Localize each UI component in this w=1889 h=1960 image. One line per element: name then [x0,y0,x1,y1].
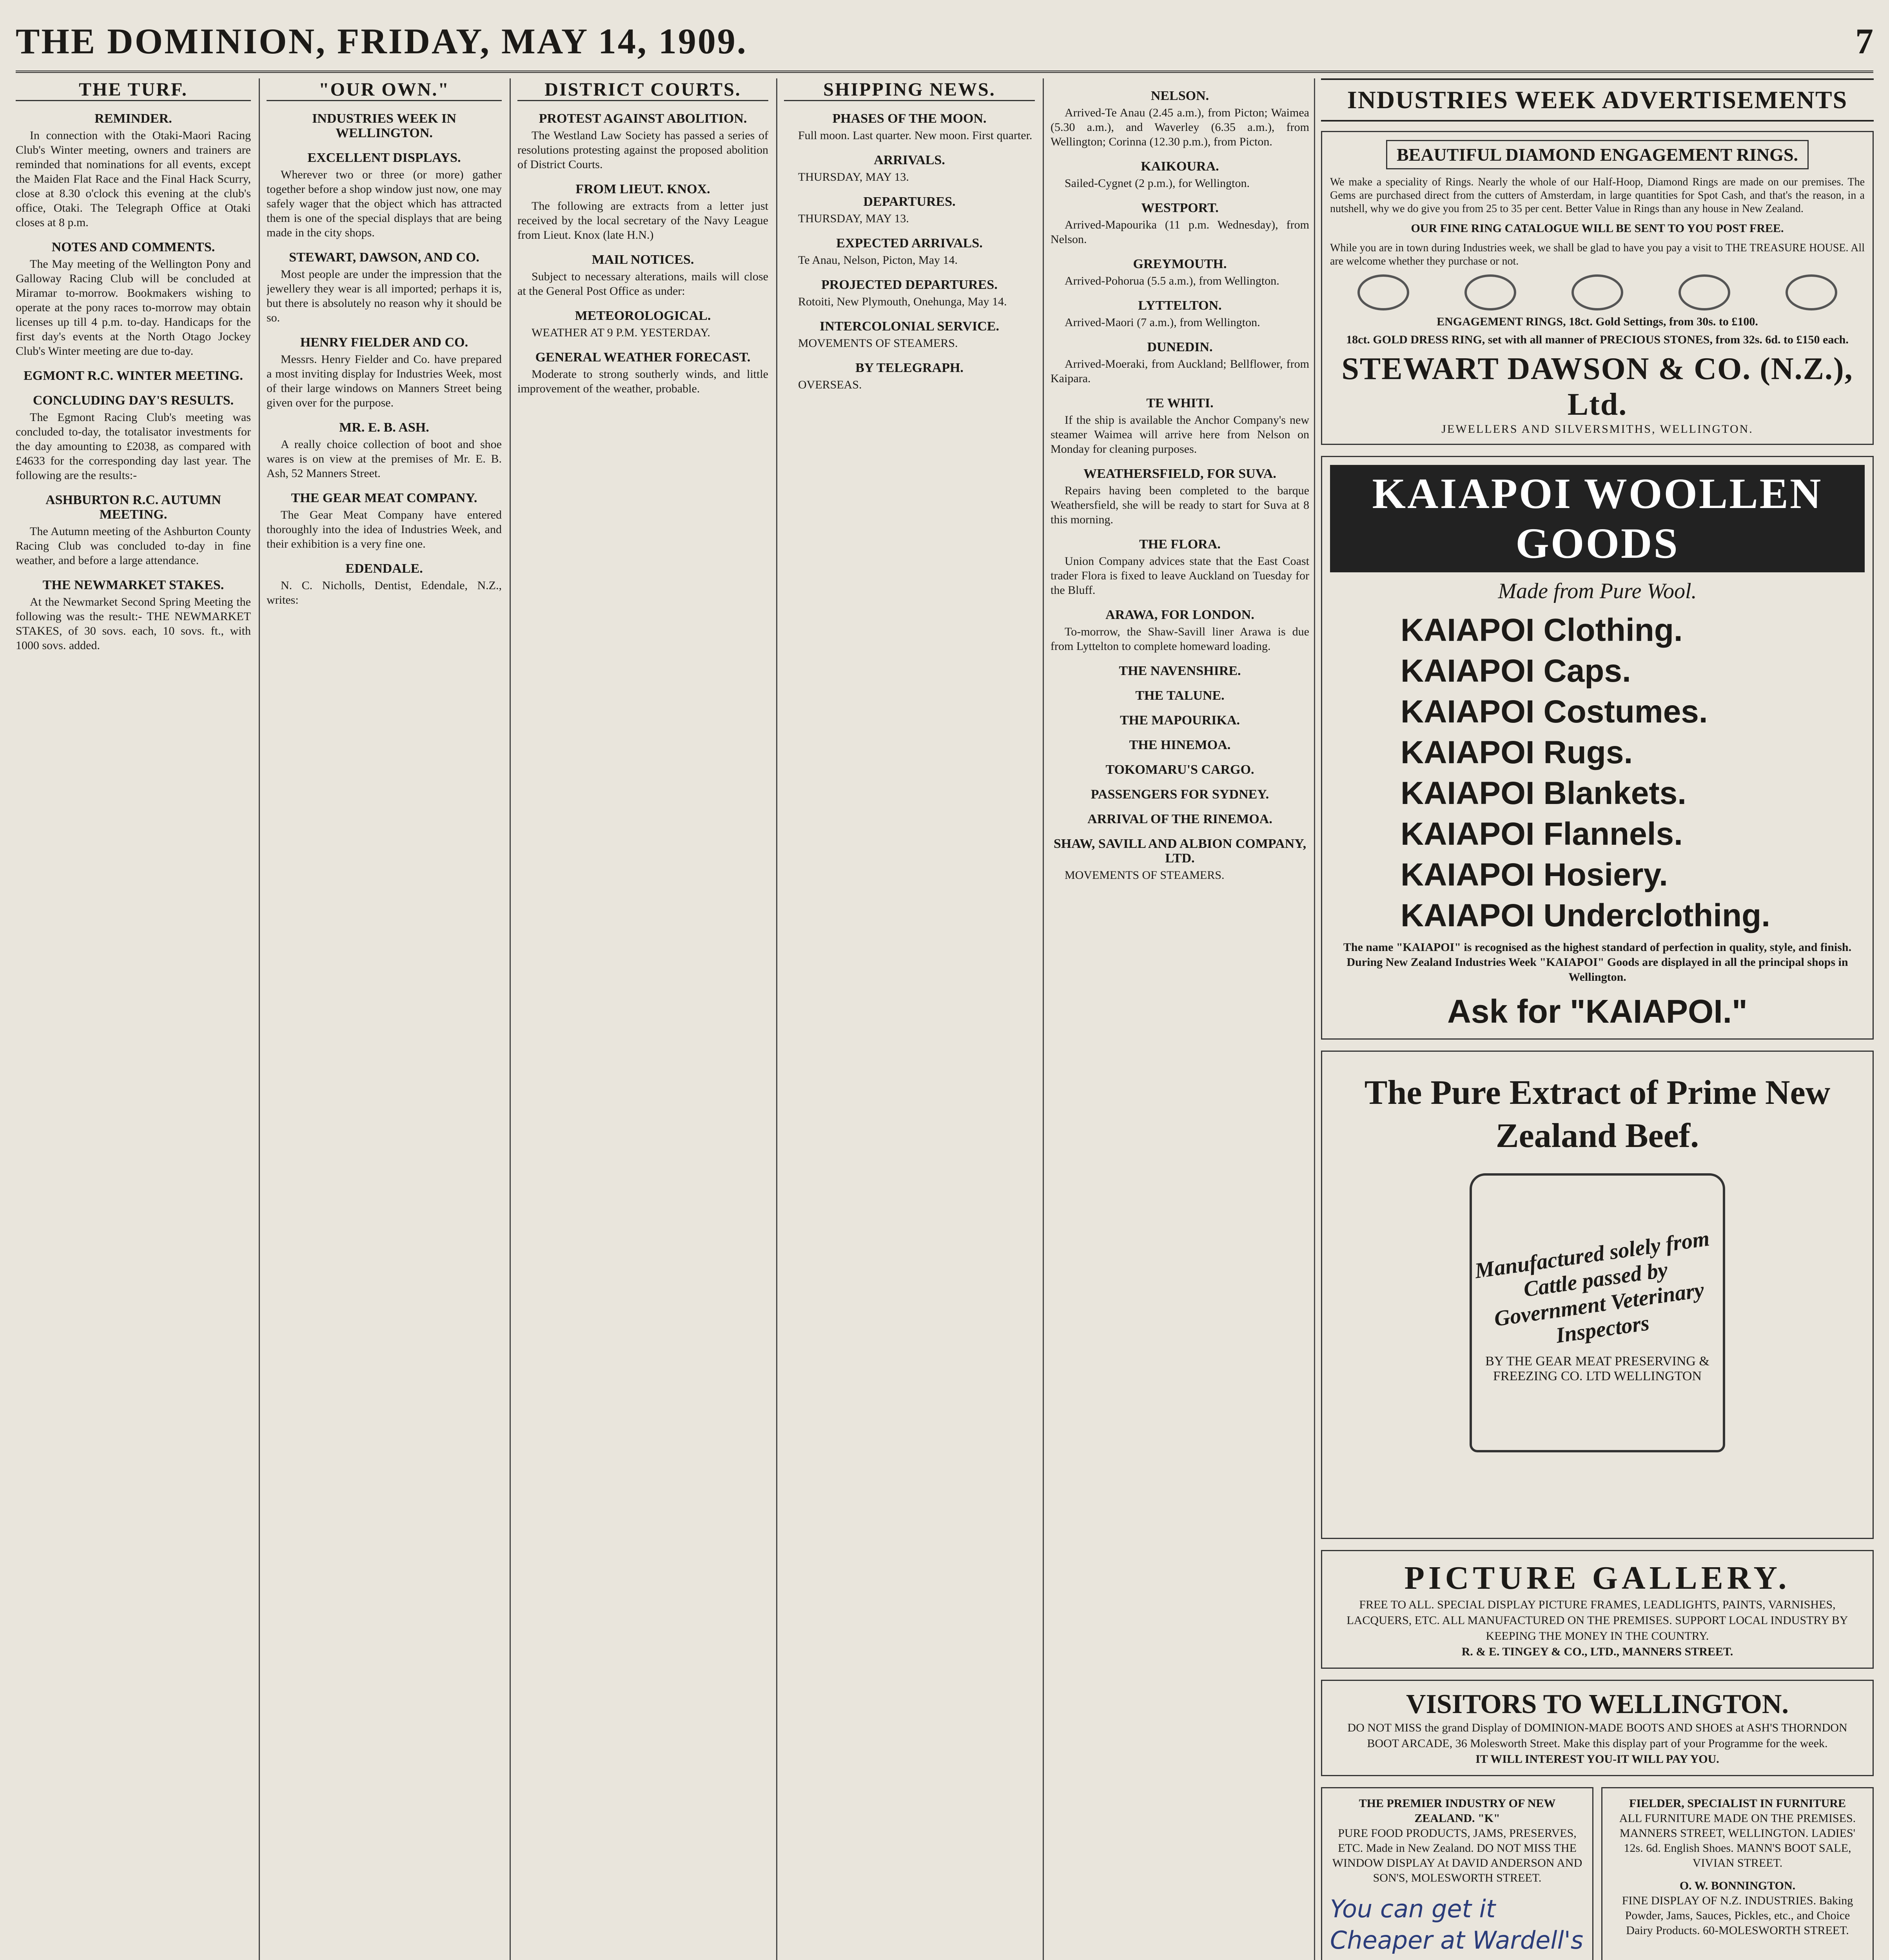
article-heading: TOKOMARU'S CARGO. [1105,762,1254,777]
article-heading: FROM LIEUT. KNOX. [575,182,710,196]
column-district-courts [517,78,768,1960]
article-text: Moderate to strong southerly winds, and little improvement of the weather, probable. [517,368,768,395]
article-text: MOVEMENTS OF STEAMERS. [1065,869,1225,882]
article-heading: THE GEAR MEAT COMPANY. [291,491,477,505]
article-text: WEATHER AT 9 P.M. YESTERDAY. [532,326,710,339]
small-ad-title: THE PREMIER INDUSTRY OF NEW ZEALAND. "K" [1359,1797,1556,1825]
rings-visit: While you are in town during Industries week, we shall be glad to have you pay a visit to THE TREASURE HOUSE. All are welcome whether they purchase or not. [1330,242,1865,267]
gallery-title: PICTURE GALLERY. [1404,1560,1791,1596]
picture-gallery-ad [1321,1550,1874,1669]
column-shipping [784,78,1035,1960]
rings-dress: 18ct. GOLD DRESS RING, set with all manner of PRECIOUS STONES, from 32s. 6d. to £150 each. [1346,333,1849,346]
article-heading: SHAW, SAVILL AND ALBION COMPANY, LTD. [1053,837,1307,866]
article-heading: REMINDER. [94,111,172,126]
article-heading: HENRY FIELDER AND CO. [300,335,468,350]
column-body [517,111,768,396]
article-text: MOVEMENTS OF STEAMERS. [798,337,958,350]
column-body [267,111,502,607]
kaiapoi-product: KAIAPOI Clothing. [1401,612,1683,648]
article-heading: INDUSTRIES WEEK IN WELLINGTON. [312,111,456,140]
article-heading: ASHBURTON R.C. AUTUMN MEETING. [45,493,221,522]
small-ad-text: PURE FOOD PRODUCTS, JAMS, PRESERVES, ETC. Made in New Zealand. DO NOT MISS THE WINDOW DISPLAY At DAVID ANDERSON AND SON'S, MOLESWORTH STREET. [1332,1827,1582,1884]
article-heading: ARRIVALS. [874,153,945,167]
gallery-text: FREE TO ALL. SPECIAL DISPLAY PICTURE FRAMES, LEADLIGHTS, PAINTS, VARNISHES, LACQUERS, ETC. ALL MANUFACTURED ON THE PREMISES. SUPPORT LOCAL INDUSTRY BY KEEPING THE MONEY IN THE COUNTRY. [1346,1598,1848,1642]
article-text: Arrived-Moeraki, from Auckland; Bellflower, from Kaipara. [1051,358,1309,385]
ring-icon [1464,274,1516,310]
article-text: In connection with the Otaki-Maori Racing Club's Winter meeting, owners and trainers are reminded that nominations for all events, except the Maiden Flat Race and the Final Hack Scurry, close at 8.30 o'clock this evening at the club's office, Otaki. The Telegraph Office at Otaki closes at 8 p.m. [16,129,251,229]
column-turf [16,78,251,1960]
article-text: Arrived-Te Anau (2.45 a.m.), from Picton; Waimea (5.30 a.m.), and Waverley (6.35 a.m.), from Wellington; Corinna (12.30 p.m.), from Picton. [1051,106,1309,148]
small-ads-row [1321,1787,1874,1960]
article-heading: THE NAVENSHIRE. [1119,664,1241,678]
article-text: Te Anau, Nelson, Picton, May 14. [798,254,958,267]
article-heading: NOTES AND COMMENTS. [51,240,215,254]
jar-maker: BY THE GEAR MEAT PRESERVING & FREEZING CO. LTD WELLINGTON [1485,1354,1709,1383]
article-heading: PROTEST AGAINST ABOLITION. [539,111,747,126]
article-heading: PHASES OF THE MOON. [832,111,987,126]
kaiapoi-product: KAIAPOI Hosiery. [1401,857,1668,893]
gallery-firm: R. & E. TINGEY & CO., LTD., MANNERS STREET. [1461,1645,1733,1658]
section-title: SHIPPING NEWS. [784,82,1035,101]
column-body [16,111,251,653]
page-number: 7 [1855,21,1873,61]
column-shipping-cont [1051,78,1309,1960]
article-heading: CONCLUDING DAY'S RESULTS. [33,393,234,408]
article-text: Arrived-Pohorua (5.5 a.m.), from Wellington. [1065,274,1279,287]
article-heading: ARRIVAL OF THE RINEMOA. [1087,812,1272,826]
beef-title: The Pure Extract of Prime New Zealand Beef. [1364,1074,1831,1155]
article-heading: PASSENGERS FOR SYDNEY. [1091,787,1269,802]
article-heading: GREYMOUTH. [1133,257,1227,271]
article-text: THURSDAY, MAY 13. [798,171,909,183]
article-text: OVERSEAS. [798,378,862,391]
visitors-title: VISITORS TO WELLINGTON. [1406,1689,1789,1719]
section-title: THE TURF. [16,82,251,101]
article-text: THURSDAY, MAY 13. [798,212,909,225]
column-rule [259,78,260,1960]
article-text: Sailed-Cygnet (2 p.m.), for Wellington. [1065,177,1250,190]
jar-label: Manufactured solely from Cattle passed by Government Veterinary Inspectors [1473,1226,1711,1348]
article-text: Wherever two or three (or more) gather together before a shop window just now, one may safely wager that the object which has attracted them is one of the special displays that are being made in the city shops. [267,168,502,239]
article-heading: STEWART, DAWSON, AND CO. [289,250,479,265]
visitors-tag: IT WILL INTEREST YOU-IT WILL PAY YOU. [1475,1753,1719,1766]
article-heading: EXCELLENT DISPLAYS. [307,151,461,165]
article-text: The Westland Law Society has passed a series of resolutions protesting against the proposed abolition of District Courts. [517,129,768,171]
article-text: Arrived-Mapourika (11 p.m. Wednesday), from Nelson. [1051,218,1309,246]
article-text: The Egmont Racing Club's meeting was concluded to-day, the totalisator investments for the day amounting to £2038, as compared with £4633 for the corresponding day last year. The following are the results:- [16,411,251,482]
stewart-dawson-sub: JEWELLERS AND SILVERSMITHS, WELLINGTON. [1441,423,1753,436]
article-heading: TE WHITI. [1146,396,1214,410]
ring-icon [1357,274,1409,310]
article-text: Union Company advices state that the East Coast trader Flora is fixed to leave Auckland on Tuesday for the Bluff. [1051,555,1309,597]
article-heading: MAIL NOTICES. [592,252,694,267]
article-text: The following are extracts from a letter just received by the local secretary of the Navy League from Lieut. Knox (late H.N.) [517,200,768,241]
article-heading: NELSON. [1150,89,1209,103]
article-text: To-morrow, the Shaw-Savill liner Arawa is due from Lyttelton to complete homeward loading. [1051,625,1309,653]
kaiapoi-product: KAIAPOI Costumes. [1401,694,1708,730]
beef-extract-ad [1321,1051,1874,1539]
column-rule [1314,78,1315,1960]
article-heading: KAIKOURA. [1141,159,1219,174]
article-heading: WESTPORT. [1141,201,1219,215]
article-text: The May meeting of the Wellington Pony and Galloway Racing Club will be concluded at Miramar to-morrow. Bookmakers wishing to operate at the pony races to-morrow may obtain licenses up till 4 p.m. to-day. Handicaps for the first day's events at the North Otago Jockey Club's Winter meeting are due to-day. [16,258,251,358]
rings-text: We make a speciality of Rings. Nearly the whole of our Half-Hoop, Diamond Rings are made on our premises. The Gems are purchased direct from the cutters of Amsterdam, in large quantities for Spot Cash, and that's the reason, in a nutshell, why we do give you from 25 to 35 per cent. Better Value in Rings than any house in New Zealand. [1330,176,1865,215]
article-text: Subject to necessary alterations, mails will close at the General Post Office as under: [517,270,768,298]
article-heading: DEPARTURES. [863,194,956,209]
column-rule [510,78,511,1960]
kaiapoi-product: KAIAPOI Rugs. [1401,735,1633,770]
article-heading: EXPECTED ARRIVALS. [836,236,983,250]
column-body [784,111,1035,392]
article-heading: MR. E. B. ASH. [339,420,429,435]
bonnington-title: O. W. BONNINGTON. [1679,1879,1796,1892]
article-heading: EDENDALE. [345,561,423,576]
kaiapoi-tagline: Made from Pure Wool. [1498,579,1697,603]
small-ad [1601,1787,1874,1960]
handwritten-note: You can get it Cheaper at Wardell's [1330,1895,1584,1955]
kaiapoi-product: KAIAPOI Flannels. [1401,816,1683,852]
article-heading: EGMONT R.C. WINTER MEETING. [24,368,243,383]
rings-engagement: ENGAGEMENT RINGS, 18ct. Gold Settings, from 30s. to £100. [1437,315,1758,328]
article-heading: LYTTELTON. [1138,298,1222,313]
rings-title: BEAUTIFUL DIAMOND ENGAGEMENT RINGS. [1386,140,1809,169]
masthead-title: THE DOMINION, FRIDAY, MAY 14, 1909. [16,21,748,61]
kaiapoi-products [1330,610,1865,936]
article-heading: DUNEDIN. [1147,340,1213,354]
article-heading: THE MAPOURIKA. [1120,713,1240,728]
article-text: The Autumn meeting of the Ashburton County Racing Club was concluded to-day in fine weather, and before a large attendance. [16,525,251,567]
kaiapoi-product: KAIAPOI Caps. [1401,653,1631,689]
rings-illustration [1330,274,1865,310]
advertisements [1321,78,1874,1960]
ring-icon [1786,274,1837,310]
article-heading: GENERAL WEATHER FORECAST. [535,350,751,365]
article-text: Repairs having been completed to the barque Weathersfield, she will be ready to start for Suva at 8 this morning. [1051,484,1309,526]
kaiapoi-product: KAIAPOI Blankets. [1401,775,1687,811]
article-text: N. C. Nicholls, Dentist, Edendale, N.Z., writes: [267,579,502,606]
article-heading: METEOROLOGICAL. [575,309,711,323]
column-rule [1043,78,1044,1960]
article-text: Arrived-Maori (7 a.m.), from Wellington. [1065,316,1260,329]
article-text: A really choice collection of boot and shoe wares is on view at the premises of Mr. E. B. Ash, 52 Manners Street. [267,438,502,480]
small-ad-text: ALL FURNITURE MADE ON THE PREMISES. MANNERS STREET, WELLINGTON. LADIES' 12s. 6d. English Shoes. MANN'S BOOT SALE, VIVIAN STREET. [1619,1812,1856,1869]
stewart-dawson-name: STEWART DAWSON & CO. (N.Z.), Ltd. [1341,352,1853,422]
article-text: Most people are under the impression that the jewellery they wear is all imported; perhaps it is, but there is absolutely no reason why it should be so. [267,268,502,324]
diamond-rings-ad [1321,131,1874,445]
article-heading: THE HINEMOA. [1129,738,1231,752]
section-title: DISTRICT COURTS. [517,82,768,101]
article-text: Full moon. Last quarter. New moon. First quarter. [798,129,1033,142]
article-heading: THE NEWMARKET STAKES. [42,578,224,592]
article-text: Messrs. Henry Fielder and Co. have prepared a most inviting display for Industries Week, most of their large windows on Manners Street being given over for the purpose. [267,353,502,409]
kaiapoi-note: During New Zealand Industries Week "KAIAPOI" Goods are displayed in all the principal shops in Wellington. [1346,956,1848,984]
article-text: Rotoiti, New Plymouth, Onehunga, May 14. [798,295,1007,308]
article-heading: THE FLORA. [1139,537,1221,552]
article-heading: ARAWA, FOR LONDON. [1105,608,1254,622]
article-text: If the ship is available the Anchor Company's new steamer Waimea will arrive here from Nelson on Monday for cleaning purposes. [1051,414,1309,456]
section-title: "OUR OWN." [267,82,502,101]
visitors-text: DO NOT MISS the grand Display of DOMINION-MADE BOOTS AND SHOES at ASH'S THORNDON BOOT ARCADE, 36 Molesworth Street. Make this display part of your Programme for the week. [1347,1721,1847,1750]
kaiapoi-product: KAIAPOI Underclothing. [1401,898,1770,933]
bonnington-text: FINE DISPLAY OF N.Z. INDUSTRIES. Baking Powder, Jams, Sauces, Pickles, etc., and Choice Dairy Products. 60-MOLESWORTH STREET. [1622,1894,1853,1937]
column-our-own [267,78,502,1960]
visitors-ad [1321,1680,1874,1776]
article-text: The Gear Meat Company have entered thoroughly into the idea of Industries Week, and their exhibition is a very fine one. [267,508,502,550]
article-heading: BY TELEGRAPH. [855,361,964,375]
article-heading: WEATHERSFIELD, FOR SUVA. [1083,466,1276,481]
kaiapoi-title: KAIAPOI WOOLLEN GOODS [1330,465,1865,572]
kaiapoi-ask: Ask for "KAIAPOI." [1447,993,1747,1030]
masthead [16,12,1873,73]
ring-icon [1679,274,1730,310]
kaiapoi-ad [1321,456,1874,1040]
ads-header: INDUSTRIES WEEK ADVERTISEMENTS [1321,78,1874,122]
article-text: At the Newmarket Second Spring Meeting the following was the result:- THE NEWMARKET STAKES, of 30 sovs. each, 10 sovs. ft., with 1000 sovs. added. [16,595,251,652]
rings-catalogue: OUR FINE RING CATALOGUE WILL BE SENT TO YOU POST FREE. [1411,222,1784,235]
article-heading: INTERCOLONIAL SERVICE. [820,319,999,334]
column-body [1051,89,1309,882]
small-ad-title: FIELDER, SPECIALIST IN FURNITURE [1629,1797,1846,1810]
jar-illustration [1470,1173,1725,1452]
article-heading: THE TALUNE. [1135,688,1225,703]
article-heading: PROJECTED DEPARTURES. [821,278,998,292]
column-rule [776,78,777,1960]
ring-icon [1571,274,1623,310]
kaiapoi-note: The name "KAIAPOI" is recognised as the highest standard of perfection in quality, style, and finish. [1343,941,1852,954]
small-ad [1321,1787,1593,1960]
